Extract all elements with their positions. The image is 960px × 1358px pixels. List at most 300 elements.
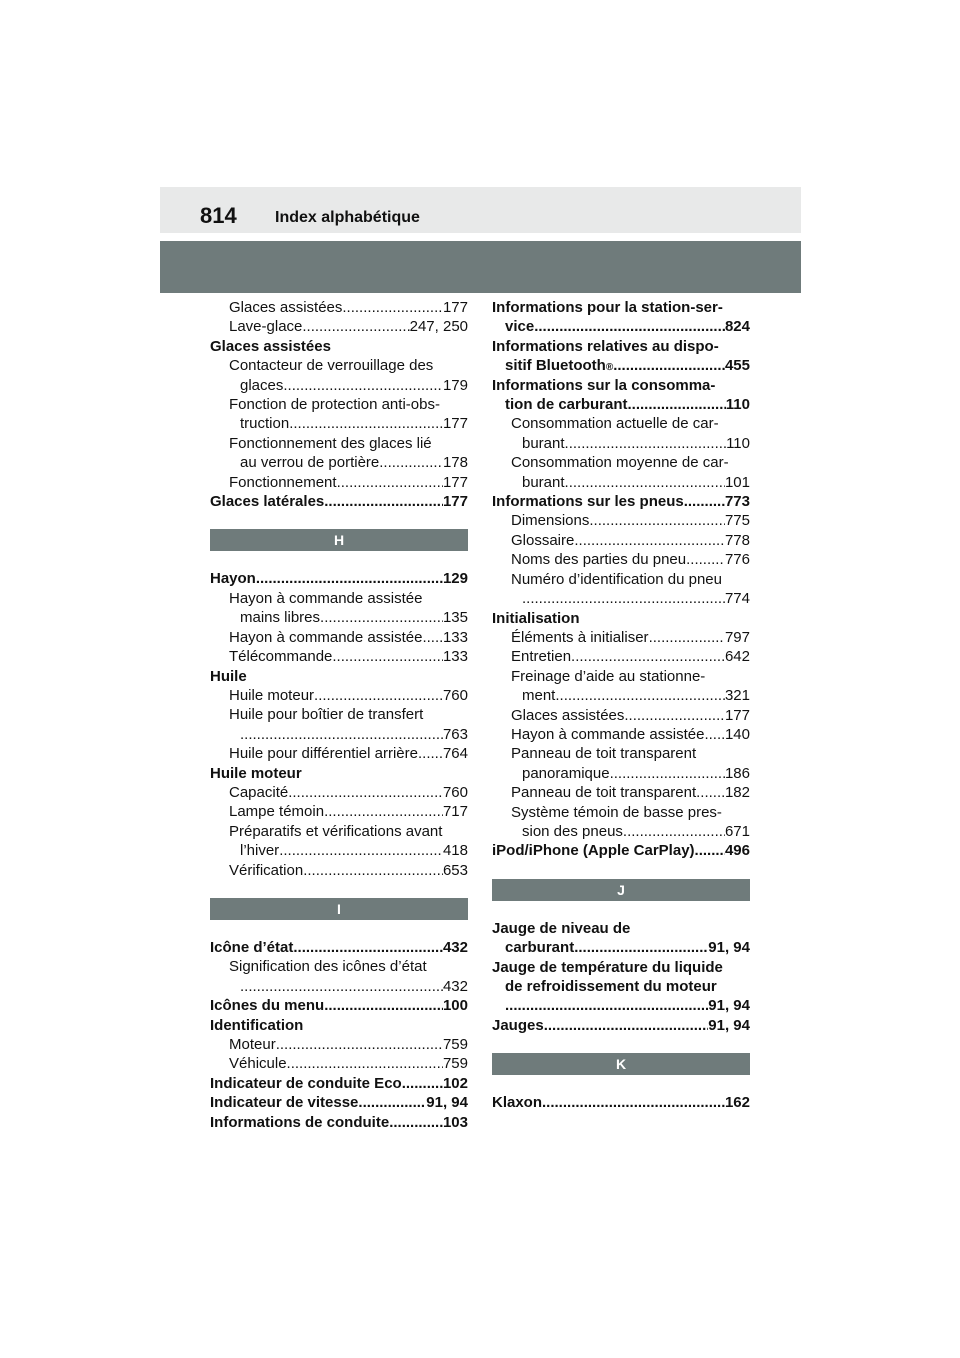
dot-leader bbox=[314, 686, 443, 705]
dot-leader bbox=[293, 938, 443, 957]
entry-text: Hayon à commande assistée bbox=[229, 628, 423, 646]
entry-page: 432 bbox=[442, 938, 468, 956]
leader-line bbox=[229, 861, 468, 880]
index-subentry bbox=[210, 473, 468, 492]
index-entry bbox=[492, 841, 750, 860]
entry-text: Indicateur de conduite Eco bbox=[210, 1074, 402, 1092]
index-subentry bbox=[492, 570, 750, 609]
entry-text: Icône d’état bbox=[210, 938, 294, 956]
leader-line bbox=[229, 473, 468, 492]
entry-text: Système témoin de basse pres- bbox=[511, 803, 722, 821]
header-band bbox=[160, 187, 801, 233]
entry-page: 129 bbox=[442, 570, 468, 588]
index-entry bbox=[492, 298, 750, 337]
entry-page: 764 bbox=[442, 745, 468, 763]
leader-line bbox=[522, 434, 750, 453]
dot-leader bbox=[574, 938, 708, 957]
entry-page: 418 bbox=[442, 842, 468, 860]
entry-page: 110 bbox=[726, 434, 750, 452]
leader-line bbox=[505, 996, 750, 1015]
dot-leader bbox=[256, 569, 443, 588]
index-entry bbox=[492, 609, 750, 628]
dot-leader bbox=[324, 996, 443, 1015]
index-entry bbox=[210, 938, 468, 957]
entry-text: Informations sur les pneus bbox=[492, 493, 684, 511]
page-title: Index alphabétique bbox=[275, 209, 420, 226]
index-entry bbox=[210, 1016, 468, 1035]
entry-text: mains libres bbox=[240, 609, 321, 627]
entry-text: Fonctionnement bbox=[229, 473, 337, 491]
entry-page: 103 bbox=[442, 1113, 468, 1131]
entry-page: 91, 94 bbox=[708, 997, 750, 1015]
entry-text: Glaces assistées bbox=[511, 706, 625, 724]
letter-heading-i: I bbox=[210, 898, 468, 920]
entry-text: Informations de conduite bbox=[210, 1113, 390, 1131]
entry-page: 432 bbox=[442, 977, 468, 995]
entry-page: 671 bbox=[724, 822, 750, 840]
leader-line bbox=[492, 492, 750, 511]
entry-text: Contacteur de verrouillage des bbox=[229, 357, 434, 375]
entry-text: Hayon à commande assistée bbox=[229, 589, 423, 607]
entry-continuation bbox=[511, 764, 750, 783]
entry-text: Fonction de protection anti-obs- bbox=[229, 396, 440, 414]
entry-page: 759 bbox=[442, 1055, 468, 1073]
entry-continuation: de refroidissement du moteur bbox=[505, 978, 717, 995]
entry-continuation bbox=[511, 822, 750, 841]
entry-text: glaces bbox=[240, 376, 284, 394]
entry-page: 91, 94 bbox=[708, 1016, 750, 1034]
entry-continuation bbox=[229, 608, 468, 627]
index-subentry bbox=[492, 647, 750, 666]
index-subentry bbox=[210, 356, 468, 395]
entry-text: Informations sur la consomma- bbox=[492, 376, 716, 394]
index-subentry bbox=[210, 744, 468, 763]
entry-page: 776 bbox=[724, 551, 750, 569]
entry-page: 177 bbox=[724, 706, 750, 724]
leader-line bbox=[210, 938, 468, 957]
entry-page: 133 bbox=[442, 628, 468, 646]
entry-page: 717 bbox=[442, 803, 468, 821]
entry-text: Jauge de température du liquide bbox=[492, 958, 723, 976]
dot-leader bbox=[544, 1016, 709, 1035]
dot-leader bbox=[623, 822, 725, 841]
entry-group-j bbox=[492, 919, 750, 1035]
index-subentry bbox=[210, 395, 468, 434]
index-entry bbox=[210, 569, 468, 588]
leader-line bbox=[229, 1035, 468, 1054]
index-entry bbox=[492, 919, 750, 958]
index-entry bbox=[210, 764, 468, 783]
dot-leader bbox=[686, 550, 725, 569]
leader-line bbox=[210, 1093, 468, 1112]
entry-continuation bbox=[492, 938, 750, 957]
entry-page: 455 bbox=[724, 357, 750, 375]
dot-leader bbox=[422, 628, 443, 647]
leader-line bbox=[492, 1093, 750, 1112]
entry-continuation bbox=[229, 453, 468, 472]
entry-page: 177 bbox=[442, 299, 468, 316]
leader-line bbox=[210, 492, 468, 511]
dot-leader bbox=[276, 1035, 443, 1054]
leader-line bbox=[522, 764, 750, 783]
entry-page: 186 bbox=[724, 764, 750, 782]
dot-leader bbox=[589, 511, 725, 530]
index-subentry bbox=[210, 957, 468, 996]
entry-continuation bbox=[229, 977, 468, 996]
entry-text: Lave-glace bbox=[229, 318, 303, 336]
dot-leader bbox=[332, 647, 443, 666]
index-entry bbox=[210, 1093, 468, 1112]
index-subentry bbox=[492, 414, 750, 453]
dot-leader bbox=[555, 686, 725, 705]
entry-text: Huile pour boîtier de transfert bbox=[229, 706, 424, 724]
entry-text: Glaces assistées bbox=[229, 299, 343, 316]
letter-heading-j: J bbox=[492, 879, 750, 901]
leader-line bbox=[492, 1016, 750, 1035]
entry-page: 773 bbox=[724, 493, 750, 511]
entry-text: burant bbox=[522, 473, 565, 491]
entry-text: Glaces latérales bbox=[210, 493, 325, 511]
entry-page: 110 bbox=[725, 396, 750, 414]
entry-page: 763 bbox=[442, 725, 468, 743]
index-column-right bbox=[492, 298, 750, 1113]
entry-text: Numéro d’identification du pneu bbox=[511, 570, 722, 588]
leader-line bbox=[511, 706, 750, 725]
entry-text: Signification des icônes d’état bbox=[229, 958, 427, 976]
index-subentry bbox=[492, 725, 750, 744]
leader-line bbox=[240, 841, 468, 860]
entry-page: 759 bbox=[442, 1036, 468, 1053]
leader-line bbox=[229, 647, 468, 666]
entry-group-i bbox=[210, 938, 468, 1132]
entry-text: Huile bbox=[210, 667, 247, 685]
entry-page: 100 bbox=[442, 997, 468, 1015]
index-subentry bbox=[210, 434, 468, 473]
entry-continuation bbox=[229, 725, 468, 744]
entry-page: 101 bbox=[724, 473, 750, 491]
index-subentry bbox=[210, 802, 468, 821]
entry-text: Hayon à commande assistée bbox=[511, 725, 705, 743]
entry-page: 177 bbox=[442, 415, 468, 433]
leader-line bbox=[229, 317, 468, 336]
entry-page: 496 bbox=[724, 842, 750, 860]
index-subentry bbox=[210, 705, 468, 744]
entry-text: Préparatifs et vérifications avant bbox=[229, 822, 443, 840]
entry-text: Capacité bbox=[229, 783, 289, 801]
index-subentry bbox=[210, 628, 468, 647]
dot-leader bbox=[279, 841, 443, 860]
dot-leader bbox=[342, 298, 443, 317]
index-subentry bbox=[210, 686, 468, 705]
entry-text: panoramique bbox=[522, 764, 610, 782]
entry-text: Glaces assistées bbox=[210, 337, 331, 355]
entry-text: Jauges bbox=[492, 1016, 544, 1034]
entry-page: 824 bbox=[724, 318, 750, 336]
leader-line bbox=[229, 686, 468, 705]
dot-leader bbox=[534, 317, 725, 336]
index-entry bbox=[492, 492, 750, 511]
dot-leader bbox=[565, 473, 725, 492]
entry-continuation bbox=[511, 434, 750, 453]
entry-text: Panneau de toit transparent bbox=[511, 745, 697, 763]
leader-line bbox=[505, 317, 750, 336]
letter-heading-k: K bbox=[492, 1053, 750, 1075]
entry-page: 760 bbox=[442, 783, 468, 801]
dot-leader bbox=[324, 802, 443, 821]
leader-line bbox=[511, 550, 750, 569]
index-entry bbox=[492, 376, 750, 415]
leader-line bbox=[505, 938, 750, 957]
index-subentry bbox=[492, 531, 750, 550]
entry-text: sion des pneus bbox=[522, 822, 623, 840]
dot-leader bbox=[704, 725, 725, 744]
entry-text: Informations relatives au dispo- bbox=[492, 337, 719, 355]
entry-page: 177 bbox=[442, 493, 468, 511]
index-subentry bbox=[492, 783, 750, 802]
leader-line bbox=[240, 725, 468, 744]
leader-line bbox=[210, 1113, 468, 1132]
entry-continuation bbox=[229, 376, 468, 395]
entry-text: Consommation moyenne de car- bbox=[511, 454, 729, 472]
dot-leader bbox=[565, 434, 727, 453]
entry-text: truction bbox=[240, 415, 290, 433]
section-bar bbox=[160, 241, 801, 293]
entry-text: Huile moteur bbox=[229, 686, 315, 704]
leader-line bbox=[229, 744, 468, 763]
entry-text: Lampe témoin bbox=[229, 803, 325, 821]
entry-page: 178 bbox=[442, 454, 468, 472]
index-entry bbox=[210, 667, 468, 686]
dot-leader bbox=[542, 1093, 725, 1112]
entry-text: Fonctionnement des glaces lié bbox=[229, 434, 432, 452]
leader-line bbox=[210, 569, 468, 588]
entry-text: ment bbox=[522, 687, 556, 705]
entry-continuation bbox=[492, 996, 750, 1015]
leader-line bbox=[229, 783, 468, 802]
letter-heading-h: H bbox=[210, 529, 468, 551]
index-entry bbox=[210, 996, 468, 1015]
page-number: 814 bbox=[200, 203, 237, 228]
dot-leader bbox=[320, 608, 443, 627]
entry-page: 91, 94 bbox=[708, 939, 750, 957]
index-subentry bbox=[210, 647, 468, 666]
leader-line bbox=[210, 996, 468, 1015]
index-subentry bbox=[210, 822, 468, 861]
entry-group-h bbox=[210, 569, 468, 880]
dot-leader bbox=[505, 996, 708, 1015]
entry-text: Indicateur de vitesse bbox=[210, 1094, 359, 1112]
leader-line bbox=[240, 376, 468, 395]
entry-text: Glossaire bbox=[511, 531, 575, 549]
entry-text: Informations pour la station-ser- bbox=[492, 299, 723, 316]
leader-line bbox=[522, 473, 750, 492]
entry-text: Consommation actuelle de car- bbox=[511, 415, 719, 433]
dot-leader bbox=[695, 841, 725, 860]
leader-line bbox=[240, 608, 468, 627]
index-subentry bbox=[492, 511, 750, 530]
dot-leader bbox=[287, 1054, 443, 1073]
leader-line bbox=[505, 395, 750, 414]
index-subentry bbox=[492, 667, 750, 706]
leader-line bbox=[511, 531, 750, 550]
index-entry bbox=[492, 958, 750, 1016]
dot-leader bbox=[610, 764, 725, 783]
entry-page: 179 bbox=[442, 376, 468, 394]
index-column-left bbox=[210, 298, 468, 1132]
index-subentry bbox=[492, 628, 750, 647]
entry-text: burant bbox=[522, 434, 565, 452]
leader-line bbox=[511, 628, 750, 647]
dot-leader bbox=[302, 317, 409, 336]
index-subentry bbox=[210, 783, 468, 802]
index-subentry bbox=[492, 744, 750, 783]
leader-line bbox=[240, 414, 468, 433]
leader-line bbox=[511, 725, 750, 744]
entry-text: vice bbox=[505, 318, 535, 336]
entry-text: sitif Bluetooth bbox=[505, 357, 606, 375]
entry-text: Icônes du menu bbox=[210, 997, 325, 1015]
index-entry bbox=[210, 492, 468, 511]
entry-text: Jauge de niveau de bbox=[492, 919, 631, 937]
index-entry bbox=[492, 337, 750, 376]
entry-text: Hayon bbox=[210, 570, 256, 588]
leader-line bbox=[522, 589, 750, 608]
entry-page: 321 bbox=[724, 687, 750, 705]
entry-page: 140 bbox=[724, 725, 750, 743]
entry-group-k bbox=[492, 1093, 750, 1112]
dot-leader bbox=[628, 395, 726, 414]
index-subentry bbox=[492, 803, 750, 842]
entry-text: iPod/iPhone (Apple CarPlay) bbox=[492, 842, 695, 860]
entry-text: Télécommande bbox=[229, 648, 333, 666]
leader-line bbox=[229, 802, 468, 821]
dot-leader bbox=[379, 453, 443, 472]
entry-text: l’hiver bbox=[240, 842, 280, 860]
dot-leader bbox=[240, 725, 443, 744]
index-subentry bbox=[210, 317, 468, 336]
entry-page: 133 bbox=[442, 648, 468, 666]
dot-leader bbox=[402, 1074, 443, 1093]
entry-group-g bbox=[210, 298, 468, 511]
entry-continuation bbox=[511, 686, 750, 705]
entry-text: Vérification bbox=[229, 861, 304, 879]
dot-leader bbox=[288, 783, 443, 802]
entry-page: 177 bbox=[442, 473, 468, 491]
entry-text: Dimensions bbox=[511, 512, 590, 530]
dot-leader bbox=[337, 473, 443, 492]
dot-leader bbox=[389, 1113, 443, 1132]
index-subentry bbox=[210, 1054, 468, 1073]
leader-line bbox=[229, 1054, 468, 1073]
dot-leader bbox=[324, 492, 443, 511]
index-subentry bbox=[210, 298, 468, 317]
dot-leader bbox=[684, 492, 725, 511]
leader-line bbox=[229, 298, 468, 317]
leader-line bbox=[522, 822, 750, 841]
dot-leader bbox=[289, 414, 443, 433]
entry-text: Panneau de toit transparent bbox=[511, 784, 697, 802]
leader-line bbox=[522, 686, 750, 705]
entry-text: tion de carburant bbox=[505, 396, 628, 414]
index-subentry bbox=[492, 453, 750, 492]
entry-text: au verrou de portière bbox=[240, 454, 380, 472]
index-entry bbox=[210, 337, 468, 356]
entry-text: Klaxon bbox=[492, 1094, 543, 1112]
index-entry bbox=[492, 1016, 750, 1035]
index-subentry bbox=[492, 706, 750, 725]
entry-continuation bbox=[511, 473, 750, 492]
leader-line bbox=[229, 628, 468, 647]
entry-page: 774 bbox=[724, 590, 750, 608]
entry-continuation bbox=[511, 589, 750, 608]
leader-line bbox=[240, 977, 468, 996]
entry-page: 653 bbox=[442, 861, 468, 879]
entry-page: 642 bbox=[724, 648, 750, 666]
entry-page: 162 bbox=[724, 1094, 750, 1112]
dot-leader bbox=[418, 744, 443, 763]
entry-text: Noms des parties du pneu bbox=[511, 551, 687, 569]
dot-leader bbox=[649, 628, 725, 647]
dot-leader bbox=[613, 356, 725, 375]
leader-line bbox=[511, 511, 750, 530]
entry-text: Initialisation bbox=[492, 609, 580, 627]
entry-page: 102 bbox=[442, 1074, 468, 1092]
index-entry bbox=[210, 1074, 468, 1093]
leader-line: sitif Bluetooth ® ..... 455 bbox=[505, 356, 750, 375]
leader-line bbox=[511, 647, 750, 666]
entry-continuation bbox=[229, 841, 468, 860]
entry-page: 135 bbox=[442, 609, 468, 627]
entry-page: 778 bbox=[724, 531, 750, 549]
entry-page: 182 bbox=[724, 784, 750, 802]
entry-page: 247, 250 bbox=[409, 318, 468, 336]
dot-leader bbox=[303, 861, 443, 880]
dot-leader bbox=[240, 977, 443, 996]
leader-line bbox=[492, 841, 750, 860]
entry-text: Identification bbox=[210, 1016, 304, 1034]
entry-page: 797 bbox=[724, 628, 750, 646]
entry-page: 91, 94 bbox=[426, 1094, 468, 1112]
entry-text: Huile moteur bbox=[210, 764, 302, 782]
entry-text: Véhicule bbox=[229, 1055, 287, 1073]
entry-page: 760 bbox=[442, 686, 468, 704]
dot-leader bbox=[358, 1093, 426, 1112]
leader-line bbox=[240, 453, 468, 472]
dot-leader bbox=[571, 647, 725, 666]
entry-continuation bbox=[492, 356, 750, 375]
leader-line bbox=[511, 783, 750, 802]
index-entry bbox=[210, 1113, 468, 1132]
index-subentry bbox=[210, 1035, 468, 1054]
entry-text: Moteur bbox=[229, 1036, 276, 1053]
entry-text: Freinage d’aide au stationne- bbox=[511, 667, 706, 685]
index-entry bbox=[492, 1093, 750, 1112]
entry-text: carburant bbox=[505, 939, 575, 957]
entry-text: Entretien bbox=[511, 648, 572, 666]
index-subentry bbox=[492, 550, 750, 569]
entry-text: Éléments à initialiser bbox=[511, 628, 649, 646]
leader-line bbox=[210, 1074, 468, 1093]
entry-page: 775 bbox=[724, 512, 750, 530]
entry-group-i-cont bbox=[492, 298, 750, 861]
dot-leader bbox=[522, 589, 725, 608]
dot-leader bbox=[574, 531, 725, 550]
entry-continuation bbox=[492, 395, 750, 414]
dot-leader bbox=[283, 376, 443, 395]
dot-leader bbox=[624, 706, 725, 725]
index-subentry bbox=[210, 861, 468, 880]
dot-leader bbox=[696, 783, 725, 802]
